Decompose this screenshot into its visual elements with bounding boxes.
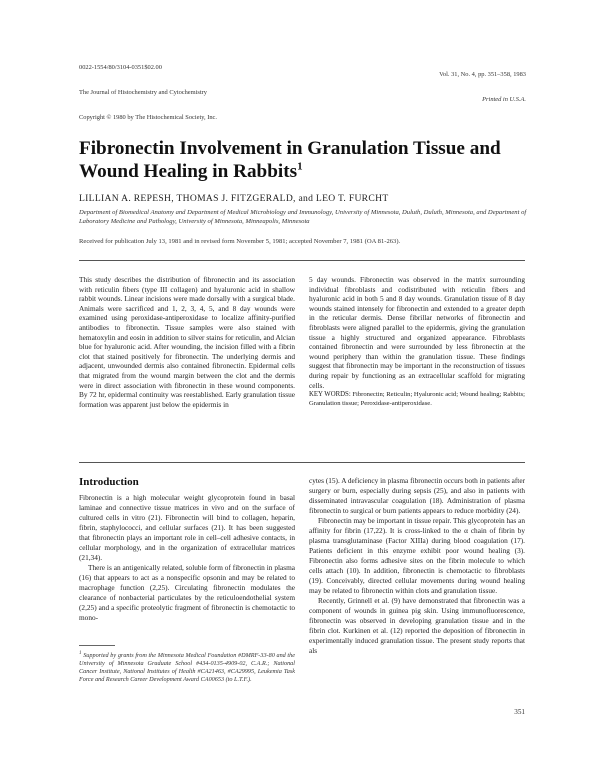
intro-paragraph: There is an antigenically related, soluble form of fibronectin in plasma (16) that appears to act as a nonspecific opsonin and may be related to macrophage function (2,25). Circulating fibronectin modulates the clearance of nonbacterial particulates by the reticuloendothelial system (2,25) and a specific proteolytic fragment of fibronectin is chemotactic to mono- — [79, 563, 295, 622]
journal-code: 0022-1554/80/3104-0351$02.00 — [79, 63, 162, 71]
printed-info: Printed in U.S.A. — [482, 96, 526, 104]
journal-copyright: Copyright © 1980 by The Histochemical Society, Inc. — [79, 114, 217, 122]
keywords-label: KEY WORDS: — [309, 391, 351, 399]
footnote-mark: 1 — [79, 651, 82, 656]
section-heading-introduction: Introduction — [79, 476, 139, 488]
volume-info: Vol. 31, No. 4, pp. 351–358, 1983 — [439, 70, 526, 78]
intro-paragraph: Recently, Grinnell et al. (9) have demonstrated that fibronectin was a component of wounds in guinea pig skin. Using immunofluorescence, fibronectin was observed in developing granulation tissue and in the fibrin clot. Kurkinen et al. (12) reported the deposition of fibronectin in experimentally induced granulation tissue. The present study reports that als — [309, 596, 525, 655]
intro-paragraph: Fibronectin may be important in tissue repair. This glycoprotein has an affinity for fibrin (17,22). It is cross-linked to the α chain of fibrin by plasma transglutaminase (Factor XIIIa) during blood coagulation (17). Patients deficient in this enzyme exhibit poor wound healing (3). Fibronectin also forms adhesive sites on the fibrin molecule to which cells attach (10). In addition, fibronectin is chemotactic to fibroblasts (19). Conceivably, directed cellular movements during wound healing may be related to fibronectin within clots and granulation tissue. — [309, 516, 525, 595]
intro-right-column — [309, 476, 525, 656]
keywords-list: Fibronectin; Reticulin; Hyaluronic acid; Wound healing; Rabbits; Granulation tissue; Peroxidase-antiperoxidase. — [309, 391, 525, 407]
journal-header-left — [79, 47, 359, 131]
intro-left-column — [79, 493, 295, 623]
article-title-text: Fibronectin Involvement in Granulation Tissue and Wound Healing in Rabbits — [79, 138, 501, 182]
abstract-right-text: 5 day wounds. Fibronectin was observed in the matrix surrounding individual fibroblasts and codistributed with reticulin fibers and hyaluronic acid in both 5 and 8 day wounds. Granulation tissue of 8 day wounds stained intensely for fibronectin and extended to a greater depth in the reticular dermis. Dense fibrillar networks of fibronectin and fibroblasts were aligned parallel to the epidermis, giving the granulation tissue a highly structured and organized appearance. Fibroblasts contained fibronectin and were surrounded by less fibronectin at the wound periphery than within the granulation tissue. These findings suggest that fibronectin may be important in the reconstruction of tissues during repair by functioning as an extracellular scaffold for migrating cells. — [309, 275, 525, 390]
page-number: 351 — [514, 708, 525, 716]
affiliation: Department of Biomedical Anatomy and Department of Medical Microbiology and Immunology, University of Minnesota, Duluth, Duluth, Minnesota, and Department of Laboratory Medicine and Pathology, University of Minnesota, Minneapolis, Minnesota — [79, 209, 527, 225]
abstract-top-rule — [79, 260, 525, 261]
journal-header-right — [400, 54, 526, 113]
keywords — [309, 391, 525, 408]
received-line: Received for publication July 13, 1981 and in revised form November 5, 1981; accepted November 7, 1981 (OA 81-263). — [79, 238, 401, 245]
abstract-right-column — [309, 275, 525, 408]
footnote-rule — [79, 645, 115, 646]
footnote-text: Supported by grants from the Minnesota Medical Foundation #DMRF-33-80 and the University of Minnesota Graduate School #434-0135-4909-02, C.A.R.; National Cancer Institute, National Institutes of Health #CA21463, #CA29995, Leukemia Task Force and Research Career Development Award CA00653 (to L.T.F.). — [79, 652, 295, 684]
abstract-left-column: This study describes the distribution of fibronectin and its association with reticulin fibers (type III collagen) and hyaluronic acid in shallow rabbit wounds. Linear incisions were made dorsally with a surgical blade. Animals were sacrificed and 1, 2, 3, 4, 5, and 8 day wounds were examined using peroxidase-antiperoxidase to localize affinity-purified antibodies to fibronectin. Tissue samples were also stained with hematoxylin and eosin in addition to silver stains for reticulin, and Alcian blue for hyaluronic acid. After wounding, the incision filled with a fibrin clot that stained positively for fibronectin. The underlying dermis and adjacent, unwounded dermis also contained fibronectin. Epidermal cells that migrated from the wound margin between the clot and the dermis were in direct association with fibronectin in these wound components. By 72 hr, epidermal continuity was reestablished. Early granulation tissue formation was apparent just below the epidermis in — [79, 275, 295, 409]
article-title — [79, 137, 539, 183]
intro-paragraph: Fibronectin is a high molecular weight glycoprotein found in basal laminae and connective tissue matrices in vivo and on the surface of cultured cells in vitro (21). Fibronectin will bind to collagen, heparin, fibrin, staphylococci, and cellular surfaces (21). It has been suggested that fibronectin plays an important role in cell–cell adhesive contacts, in cellular morphology, and in the organization of extracellular matrices (21,34). — [79, 493, 295, 562]
title-footnote-mark: 1 — [297, 160, 303, 173]
funding-footnote — [79, 650, 295, 684]
author-list: LILLIAN A. REPESH, THOMAS J. FITZGERALD, and LEO T. FURCHT — [79, 193, 389, 204]
abstract-bottom-rule — [79, 462, 525, 463]
intro-paragraph: cytes (15). A deficiency in plasma fibronectin occurs both in patients after surgery or burn, especially during sepsis (25), and also in patients with disseminated intravascular coagulation (18). Administration of plasma fibronectin to surgical or burn patients appears to reduce morbidity (24). — [309, 476, 525, 515]
journal-name: The Journal of Histochemistry and Cytochemistry — [79, 89, 207, 97]
